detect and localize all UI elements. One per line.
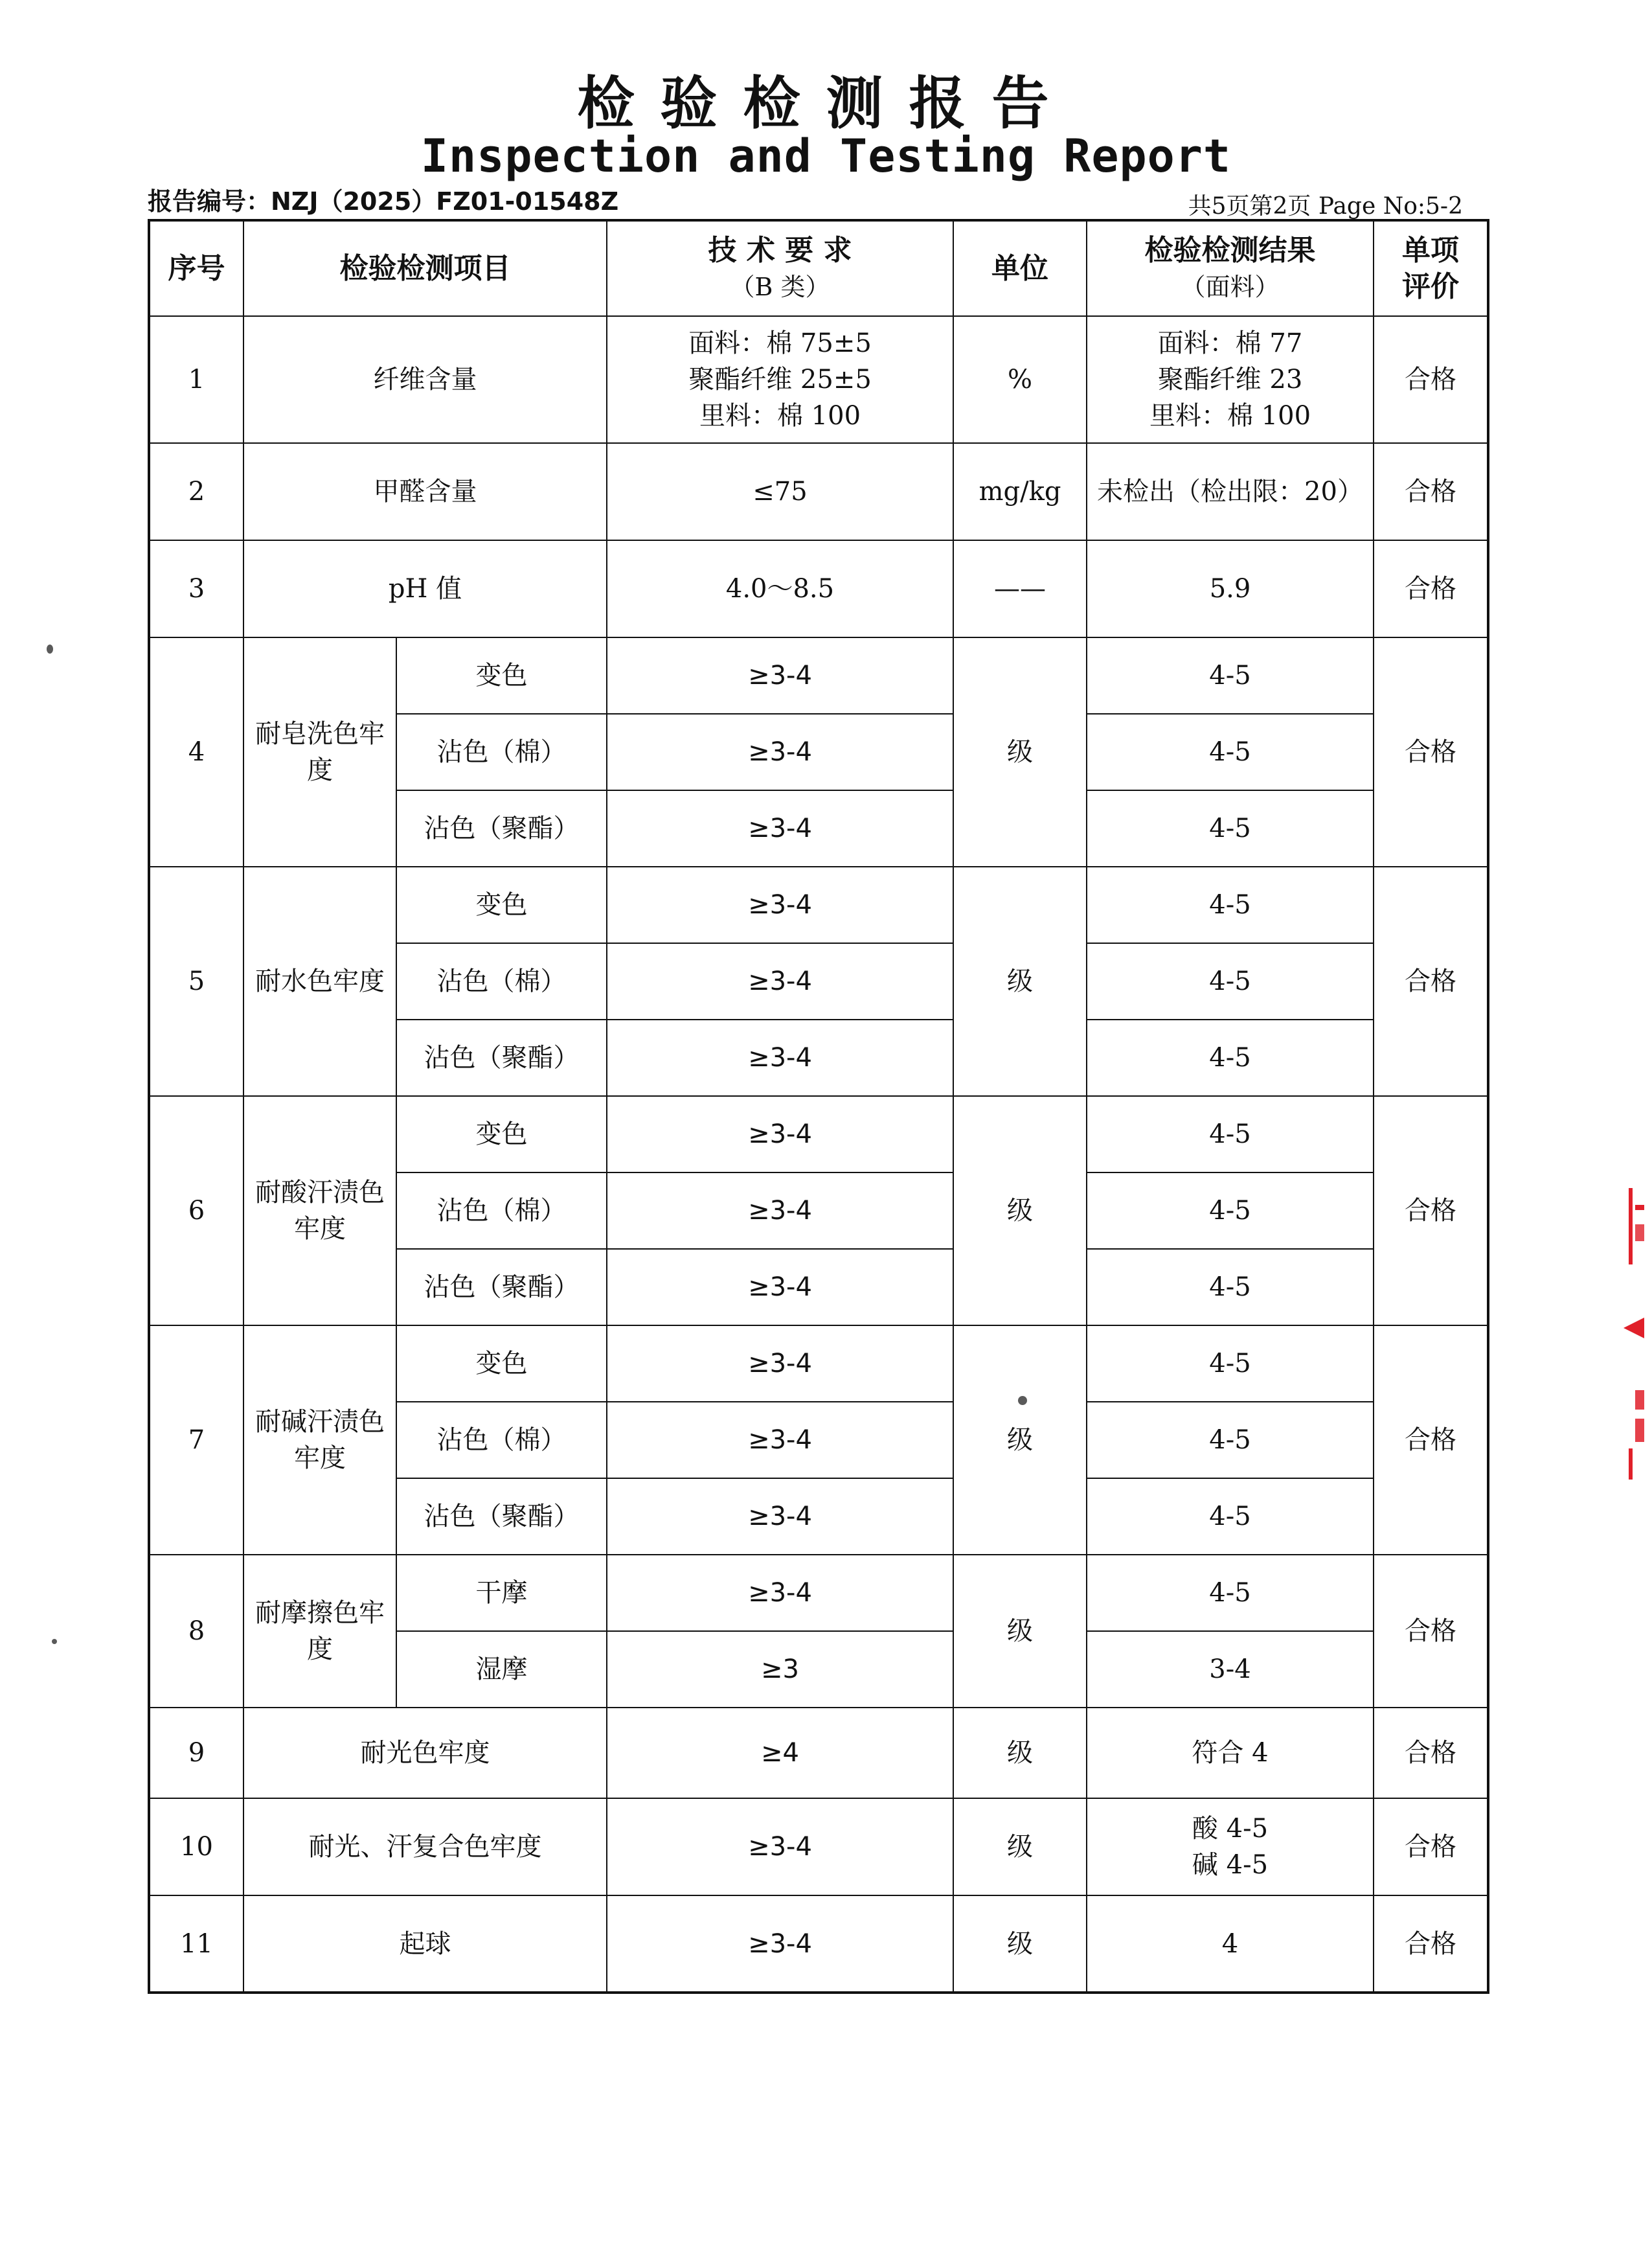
stamp-fragment-bottom xyxy=(1621,1386,1647,1483)
col-header-requirement-label: 技 术 要 求 xyxy=(708,233,852,267)
row-item-text: 耐水色牢度 xyxy=(255,966,385,996)
row-item xyxy=(243,867,396,1096)
row-item: 耐光、汗复合色牢度 xyxy=(243,1798,607,1895)
table-row xyxy=(149,316,1488,443)
sub-result: 4-5 xyxy=(1087,1402,1374,1478)
page-info: 共5页第2页 Page No:5-2 xyxy=(1188,193,1463,220)
row-evaluation: 合格 xyxy=(1374,637,1488,867)
report-title-cn: 检验检测报告 xyxy=(577,70,1075,137)
table-row xyxy=(149,1096,1488,1172)
row-evaluation: 合格 xyxy=(1374,1325,1488,1555)
sub-requirement: ≥3-4 xyxy=(607,1096,953,1172)
row-unit: 级 xyxy=(953,1708,1087,1798)
sub-item: 沾色（棉） xyxy=(396,943,607,1020)
row-result: 5.9 xyxy=(1087,540,1374,637)
row-unit: —— xyxy=(953,540,1087,637)
row-evaluation: 合格 xyxy=(1374,443,1488,540)
sub-requirement: ≥3-4 xyxy=(607,1402,953,1478)
row-result xyxy=(1087,1798,1374,1895)
row-seq: 6 xyxy=(149,1096,243,1325)
row-evaluation: 合格 xyxy=(1374,316,1488,443)
row-item-text: 耐碱汗渍色牢度 xyxy=(255,1407,385,1473)
sub-result: 4-5 xyxy=(1087,1249,1374,1325)
row-evaluation: 合格 xyxy=(1374,540,1488,637)
row-item-text: 耐皂洗色牢度 xyxy=(255,719,385,785)
requirement-line: 聚酯纤维 25±5 xyxy=(688,365,872,394)
row-requirement xyxy=(607,316,953,443)
row-item xyxy=(243,1096,396,1325)
sub-requirement: ≥3-4 xyxy=(607,1249,953,1325)
row-requirement: ≤75 xyxy=(607,443,953,540)
col-header-evaluation-line2: 评价 xyxy=(1402,269,1459,303)
row-requirement: ≥4 xyxy=(607,1708,953,1798)
sub-item: 变色 xyxy=(396,637,607,714)
row-evaluation: 合格 xyxy=(1374,1798,1488,1895)
row-requirement: ≥3-4 xyxy=(607,1895,953,1993)
row-item xyxy=(243,637,396,867)
stamp-fragment-top xyxy=(1621,1185,1647,1270)
sub-requirement: ≥3-4 xyxy=(607,1325,953,1402)
sub-requirement: ≥3-4 xyxy=(607,1555,953,1631)
table-row xyxy=(149,867,1488,943)
table-row xyxy=(149,540,1488,637)
result-line: 碱 4-5 xyxy=(1192,1850,1269,1880)
sub-result: 4-5 xyxy=(1087,1478,1374,1555)
row-evaluation: 合格 xyxy=(1374,867,1488,1096)
row-seq: 7 xyxy=(149,1325,243,1555)
sub-result: 4-5 xyxy=(1087,1555,1374,1631)
row-item: 纤维含量 xyxy=(243,316,607,443)
result-line: 里料：棉 100 xyxy=(1149,401,1311,431)
sub-result: 4-5 xyxy=(1087,714,1374,790)
sub-result: 4-5 xyxy=(1087,1325,1374,1402)
row-unit: mg/kg xyxy=(953,443,1087,540)
table-header-row xyxy=(149,220,1488,316)
table-row xyxy=(149,1555,1488,1631)
row-seq: 9 xyxy=(149,1708,243,1798)
result-text: 未检出（检出限：20） xyxy=(1097,477,1363,507)
sub-requirement: ≥3-4 xyxy=(607,867,953,943)
row-evaluation: 合格 xyxy=(1374,1895,1488,1993)
sub-item: 沾色（聚酯） xyxy=(396,1249,607,1325)
sub-result: 4-5 xyxy=(1087,1172,1374,1249)
col-header-seq: 序号 xyxy=(149,220,243,316)
sub-item: 湿摩 xyxy=(396,1631,607,1708)
report-title-en: Inspection and Testing Report xyxy=(420,130,1232,183)
row-seq: 4 xyxy=(149,637,243,867)
result-line: 聚酯纤维 23 xyxy=(1157,365,1303,394)
row-evaluation: 合格 xyxy=(1374,1555,1488,1708)
sub-requirement: ≥3 xyxy=(607,1631,953,1708)
row-item xyxy=(243,1555,396,1708)
sub-requirement: ≥3-4 xyxy=(607,637,953,714)
row-seq: 3 xyxy=(149,540,243,637)
result-line: 酸 4-5 xyxy=(1192,1814,1269,1844)
row-seq: 11 xyxy=(149,1895,243,1993)
sub-item: 变色 xyxy=(396,867,607,943)
row-seq: 8 xyxy=(149,1555,243,1708)
row-requirement: ≥3-4 xyxy=(607,1798,953,1895)
row-seq: 1 xyxy=(149,316,243,443)
col-header-evaluation xyxy=(1374,220,1488,316)
sub-requirement: ≥3-4 xyxy=(607,943,953,1020)
sub-item: 沾色（棉） xyxy=(396,1402,607,1478)
row-unit: 级 xyxy=(953,1895,1087,1993)
sub-item: 沾色（棉） xyxy=(396,714,607,790)
col-header-requirement-sub: （B 类） xyxy=(730,272,830,301)
requirement-line: 面料：棉 75±5 xyxy=(688,328,872,358)
sub-requirement: ≥3-4 xyxy=(607,1478,953,1555)
sub-requirement: ≥3-4 xyxy=(607,1020,953,1096)
table-row xyxy=(149,443,1488,540)
scan-speck xyxy=(47,645,53,654)
sub-item: 沾色（棉） xyxy=(396,1172,607,1249)
sub-item: 变色 xyxy=(396,1325,607,1402)
requirement-line: 里料：棉 100 xyxy=(699,401,861,431)
col-header-unit: 单位 xyxy=(953,220,1087,316)
sub-requirement: ≥3-4 xyxy=(607,1172,953,1249)
col-header-item: 检验检测项目 xyxy=(243,220,607,316)
row-item-text: 耐酸汗渍色牢度 xyxy=(255,1178,385,1244)
sub-item: 变色 xyxy=(396,1096,607,1172)
scan-speck xyxy=(52,1639,57,1644)
col-header-result xyxy=(1087,220,1374,316)
col-header-evaluation-line1: 单项 xyxy=(1402,233,1459,267)
row-requirement: 4.0～8.5 xyxy=(607,540,953,637)
row-seq: 10 xyxy=(149,1798,243,1895)
row-unit: 级 xyxy=(953,1325,1087,1555)
row-evaluation: 合格 xyxy=(1374,1096,1488,1325)
row-item xyxy=(243,1325,396,1555)
table-row xyxy=(149,637,1488,714)
table-row xyxy=(149,1895,1488,1993)
row-item-text: 耐摩擦色牢度 xyxy=(255,1598,385,1664)
sub-item: 沾色（聚酯） xyxy=(396,1478,607,1555)
row-item: 甲醛含量 xyxy=(243,443,607,540)
row-result xyxy=(1087,443,1374,540)
row-evaluation: 合格 xyxy=(1374,1708,1488,1798)
scan-speck xyxy=(1018,1396,1027,1405)
sub-requirement: ≥3-4 xyxy=(607,714,953,790)
row-seq: 5 xyxy=(149,867,243,1096)
table-row xyxy=(149,1708,1488,1798)
sub-requirement: ≥3-4 xyxy=(607,790,953,867)
row-unit: 级 xyxy=(953,867,1087,1096)
row-unit: 级 xyxy=(953,1798,1087,1895)
row-result: 4 xyxy=(1087,1895,1374,1993)
table-row xyxy=(149,1798,1488,1895)
col-header-result-label: 检验检测结果 xyxy=(1144,233,1316,267)
sub-result: 4-5 xyxy=(1087,1020,1374,1096)
row-unit: 级 xyxy=(953,637,1087,867)
sub-result: 3-4 xyxy=(1087,1631,1374,1708)
row-unit: 级 xyxy=(953,1555,1087,1708)
row-unit: 级 xyxy=(953,1096,1087,1325)
sub-item: 沾色（聚酯） xyxy=(396,1020,607,1096)
row-result: 符合 4 xyxy=(1087,1708,1374,1798)
row-result xyxy=(1087,316,1374,443)
row-item: 起球 xyxy=(243,1895,607,1993)
sub-result: 4-5 xyxy=(1087,943,1374,1020)
report-number: 报告编号：NZJ（2025）FZ01-01548Z xyxy=(148,187,619,216)
result-line: 面料：棉 77 xyxy=(1157,328,1303,358)
sub-item: 沾色（聚酯） xyxy=(396,790,607,867)
sub-result: 4-5 xyxy=(1087,790,1374,867)
row-unit: % xyxy=(953,316,1087,443)
col-header-result-sub: （面料） xyxy=(1181,272,1280,301)
sub-result: 4-5 xyxy=(1087,867,1374,943)
stamp-triangle-mark xyxy=(1621,1315,1647,1341)
table-row xyxy=(149,1325,1488,1402)
col-header-requirement xyxy=(607,220,953,316)
row-item: pH 值 xyxy=(243,540,607,637)
results-table xyxy=(148,219,1489,1994)
sub-result: 4-5 xyxy=(1087,637,1374,714)
row-seq: 2 xyxy=(149,443,243,540)
sub-item: 干摩 xyxy=(396,1555,607,1631)
sub-result: 4-5 xyxy=(1087,1096,1374,1172)
row-item: 耐光色牢度 xyxy=(243,1708,607,1798)
